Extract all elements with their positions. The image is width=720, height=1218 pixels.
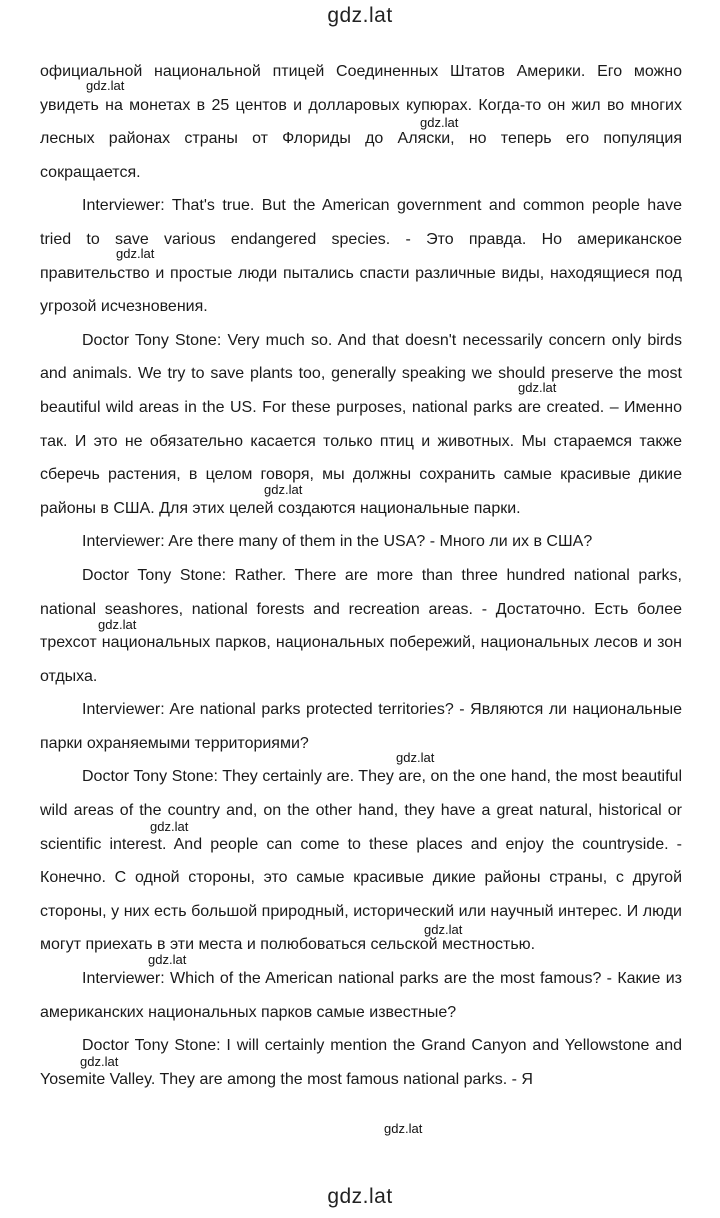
paragraph-doctor-3: Doctor Tony Stone: They certainly are. They are, on the one hand, the most beautiful wild areas of the country and, on the other hand, they have a great natural, historical or scientific interest. And people can come to these places and enjoy the countryside. - Конечно. С одной стороны, это самые красивые дикие районы страны, с другой стороны, у них есть большой природный, исторический или научный интерес. И люди могут приехать в эти места и полюбоваться сельской местностью. bbox=[40, 768, 682, 954]
inline-watermark: gdz.lat bbox=[80, 1054, 119, 1069]
inline-watermark: gdz.lat bbox=[86, 78, 125, 93]
paragraph-continuation: официальной национальной птицей Соединенных Штатов Америки. Его можно увидеть на монетах в 25 центов и долларовых купюрах. Когда-то он жил во многих лесных районах страны от Флориды до Аляски, но теперь его популяция сокращается. bbox=[40, 63, 682, 181]
paragraph-interviewer-3: Interviewer: Are national parks protected territories? - Являются ли национальные парки охраняемыми территориями? bbox=[40, 701, 682, 752]
inline-watermark: gdz.lat bbox=[116, 246, 155, 261]
inline-watermark: gdz.lat bbox=[150, 819, 189, 834]
inline-watermark: gdz.lat bbox=[420, 115, 459, 130]
inline-watermark: gdz.lat bbox=[424, 922, 463, 937]
footer-watermark: gdz.lat bbox=[327, 1185, 393, 1208]
inline-watermark: gdz.lat bbox=[384, 1121, 423, 1136]
paragraph-doctor-4: Doctor Tony Stone: I will certainly mention the Grand Canyon and Yellowstone and Yosemite Valley. They are among the most famous national parks. - Я bbox=[40, 1037, 682, 1088]
inline-watermark: gdz.lat bbox=[264, 482, 303, 497]
paragraph-doctor-1: Doctor Tony Stone: Very much so. And that doesn't necessarily concern only birds and animals. We try to save plants too, generally speaking we should preserve the most beautiful wild areas in the US. For these purposes, national parks are created. – Именно так. И это не обязательно касается только птиц и животных. Мы стараемся также сберечь растения, в целом говоря, мы должны сохранить самые красивые дикие районы в США. Для этих целей создаются национальные парки. bbox=[40, 331, 682, 517]
paragraph-doctor-2: Doctor Tony Stone: Rather. There are more than three hundred national parks, national seashores, national forests and recreation areas. - Достаточно. Есть более трехсот национальных парков, национальных побережий, национальных лесов и зон отдыха. bbox=[40, 566, 682, 685]
header-watermark: gdz.lat bbox=[327, 4, 393, 27]
paragraph-interviewer-4: Interviewer: Which of the American national parks are the most famous? - Какие из американских национальных парков самые известные? bbox=[40, 970, 682, 1021]
paragraph-interviewer-2: Interviewer: Are there many of them in the USA? - Много ли их в США? bbox=[82, 533, 593, 551]
paragraph-interviewer-1: Interviewer: That's true. But the American government and common people have tried to save various endangered species. - Это правда. Но американское правительство и простые люди пытались спасти различные виды, находящиеся под угрозой исчезновения. bbox=[40, 197, 682, 316]
inline-watermark: gdz.lat bbox=[148, 952, 187, 967]
inline-watermark: gdz.lat bbox=[98, 617, 137, 632]
inline-watermark: gdz.lat bbox=[518, 380, 557, 395]
inline-watermark: gdz.lat bbox=[396, 750, 435, 765]
page-content bbox=[40, 55, 682, 1096]
